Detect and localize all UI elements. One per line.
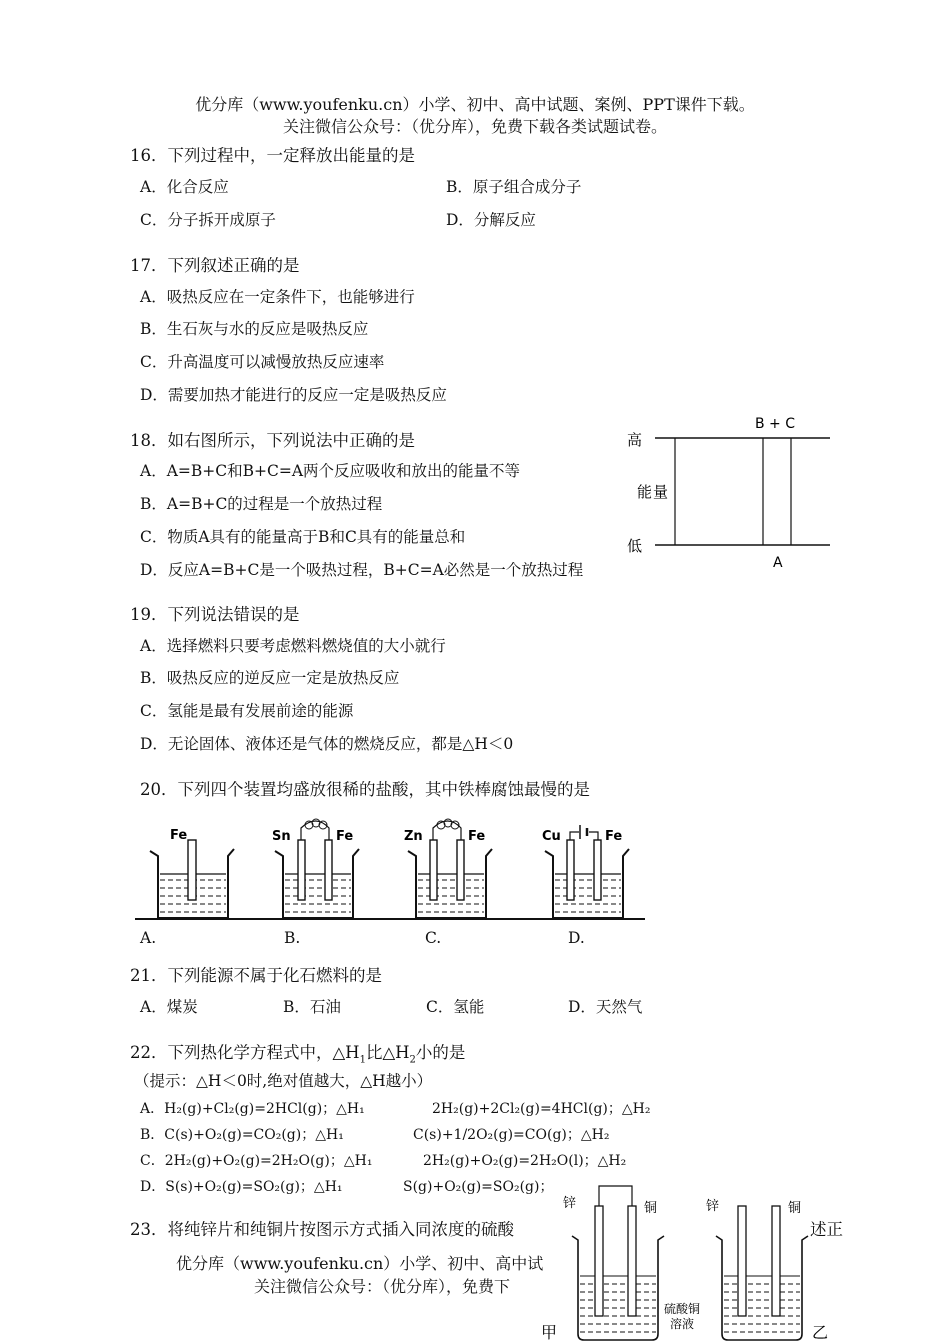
question-20-option-d: D. (568, 929, 585, 947)
question-18-option-c: C．物质A具有的能量高于B和C具有的能量总和 (140, 528, 466, 546)
cu-electrode (567, 840, 574, 900)
beaker-b (272, 819, 359, 918)
question-18-option-a: A．A=B+C和B+C=A两个反应吸收和放出的能量不等 (140, 462, 521, 480)
cell-yi-zinc-label: 锌 (706, 1199, 720, 1214)
question-23-stem-tail: 述正 (810, 1220, 843, 1239)
beaker-c (404, 819, 492, 918)
cell-jia-zinc-label: 锌 (563, 1196, 577, 1211)
label-b-plus-c: B + C (755, 416, 796, 432)
zinc-plate (595, 1206, 603, 1316)
beaker-d (542, 825, 629, 918)
question-16-option-b: B．原子组合成分子 (446, 178, 582, 196)
header-line-1: 优分库（www.youfenku.cn）小学、初中、高中试题、案例、PPT课件下载。 (195, 95, 755, 114)
question-21-option-d: D．天然气 (568, 998, 643, 1016)
beaker-d-fe-label: Fe (605, 829, 623, 844)
question-22-option-b-eq2: C(s)+1/2O₂(g)=CO(g)；△H₂ (413, 1127, 610, 1143)
energy-level-diagram (615, 408, 840, 578)
beaker-a (150, 828, 234, 918)
copper-plate (628, 1206, 636, 1316)
header-line-2: 关注微信公众号：（优分库），免费下载各类试题试卷。 (282, 117, 667, 136)
question-18-stem: 18．如右图所示，下列说法中正确的是 (130, 431, 415, 450)
footer-line-2: 关注微信公众号：（优分库），免费下 (254, 1277, 511, 1296)
cell-jia-copper-label: 铜 (644, 1201, 658, 1216)
zinc-copper-cells-figure (540, 1176, 850, 1342)
question-19-option-b: B．吸热反应的逆反应一定是放热反应 (140, 669, 400, 687)
footer-line-1: 优分库（www.youfenku.cn）小学、初中、高中试 (176, 1254, 544, 1273)
question-22-option-c-eq1: C．2H₂(g)+O₂(g)=2H₂O(g)；△H₁ (140, 1153, 373, 1169)
solution-label-1: 硫酸铜 (664, 1302, 701, 1316)
wire (570, 832, 598, 840)
question-21-option-b: B．石油 (283, 998, 341, 1016)
question-22-option-b-eq1: B．C(s)+O₂(g)=CO₂(g)；△H₁ (140, 1127, 344, 1143)
fe-electrode (325, 840, 332, 900)
question-17-option-a: A．吸热反应在一定条件下，也能够进行 (140, 288, 415, 306)
question-18-option-b: B．A=B+C的过程是一个放热过程 (140, 495, 383, 513)
fe-electrode (188, 840, 196, 900)
question-22-option-a-eq2: 2H₂(g)+2Cl₂(g)=4HCl(g)；△H₂ (432, 1101, 651, 1117)
fe-electrode (457, 840, 464, 900)
question-17-option-c: C．升高温度可以减慢放热反应速率 (140, 353, 385, 371)
beaker-d-cu-label: Cu (542, 829, 561, 844)
question-22-stem: 22．下列热化学方程式中，$\triangle H_1$比$\triangle H_2$小的是 (130, 1043, 466, 1066)
question-17-stem: 17．下列叙述正确的是 (130, 256, 300, 275)
sn-electrode (298, 840, 305, 900)
cell-yi-copper-label: 铜 (788, 1201, 802, 1216)
question-22-option-d-eq1: D．S(s)+O₂(g)=SO₂(g)；△H₁ (140, 1179, 343, 1195)
beaker-a-fe-label: Fe (170, 828, 188, 843)
question-20-stem: 20．下列四个装置均盛放很稀的盐酸，其中铁棒腐蚀最慢的是 (140, 780, 590, 799)
question-19-stem: 19．下列说法错误的是 (130, 605, 300, 624)
zinc-plate (738, 1206, 746, 1316)
question-20-option-a: A. (140, 929, 157, 947)
question-18-option-d: D．反应A=B+C是一个吸热过程，B+C=A必然是一个放热过程 (140, 561, 584, 579)
beaker-c-zn-label: Zn (404, 829, 423, 844)
question-22-option-c-eq2: 2H₂(g)+O₂(g)=2H₂O(l)；△H₂ (423, 1153, 627, 1169)
beaker-b-fe-label: Fe (336, 829, 354, 844)
question-20-option-c: C. (425, 929, 442, 947)
question-16-option-c: C．分子拆开成原子 (140, 211, 276, 229)
question-21-stem: 21．下列能源不属于化石燃料的是 (130, 966, 382, 985)
question-22-option-a-eq1: A．H₂(g)+Cl₂(g)=2HCl(g)；△H₁ (140, 1101, 365, 1117)
question-22-option-d-eq2: S(g)+O₂(g)=SO₂(g)； (403, 1179, 554, 1195)
copper-plate (772, 1206, 780, 1316)
label-high: 高 (627, 431, 643, 449)
cell-yi-label: 乙 (812, 1323, 829, 1342)
label-low: 低 (627, 537, 643, 555)
label-a: A (773, 555, 783, 571)
question-21-option-c: C．氢能 (426, 998, 485, 1016)
question-16-option-d: D．分解反应 (446, 211, 536, 229)
zn-electrode (430, 840, 437, 900)
question-17-option-d: D．需要加热才能进行的反应一定是吸热反应 (140, 386, 447, 404)
beaker-b-sn-label: Sn (272, 829, 291, 844)
solution-label-2: 溶液 (670, 1317, 695, 1331)
question-20-option-b: B. (284, 929, 301, 947)
question-21-option-a: A．煤炭 (140, 998, 198, 1016)
question-23-stem: 23．将纯锌片和纯铜片按图示方式插入同浓度的硫酸 (130, 1220, 514, 1239)
label-energy-1: 能 (637, 483, 653, 501)
cell-jia-label: 甲 (541, 1323, 558, 1342)
beaker-apparatus-figure (130, 818, 650, 928)
fe-electrode (594, 840, 601, 900)
label-energy-2: 量 (653, 483, 669, 501)
question-19-option-a: A．选择燃料只要考虑燃料燃烧值的大小就行 (140, 637, 446, 655)
question-19-option-c: C．氢能是最有发展前途的能源 (140, 702, 354, 720)
question-22-hint: （提示：△H＜0时,绝对值越大，△H越小） (134, 1072, 433, 1090)
question-17-option-b: B．生石灰与水的反应是吸热反应 (140, 320, 369, 338)
beaker-c-fe-label: Fe (468, 829, 486, 844)
question-16-stem: 16．下列过程中，一定释放出能量的是 (130, 146, 415, 165)
question-16-option-a: A．化合反应 (140, 178, 229, 196)
question-19-option-d: D．无论固体、液体还是气体的燃烧反应，都是△H＜0 (140, 735, 514, 753)
